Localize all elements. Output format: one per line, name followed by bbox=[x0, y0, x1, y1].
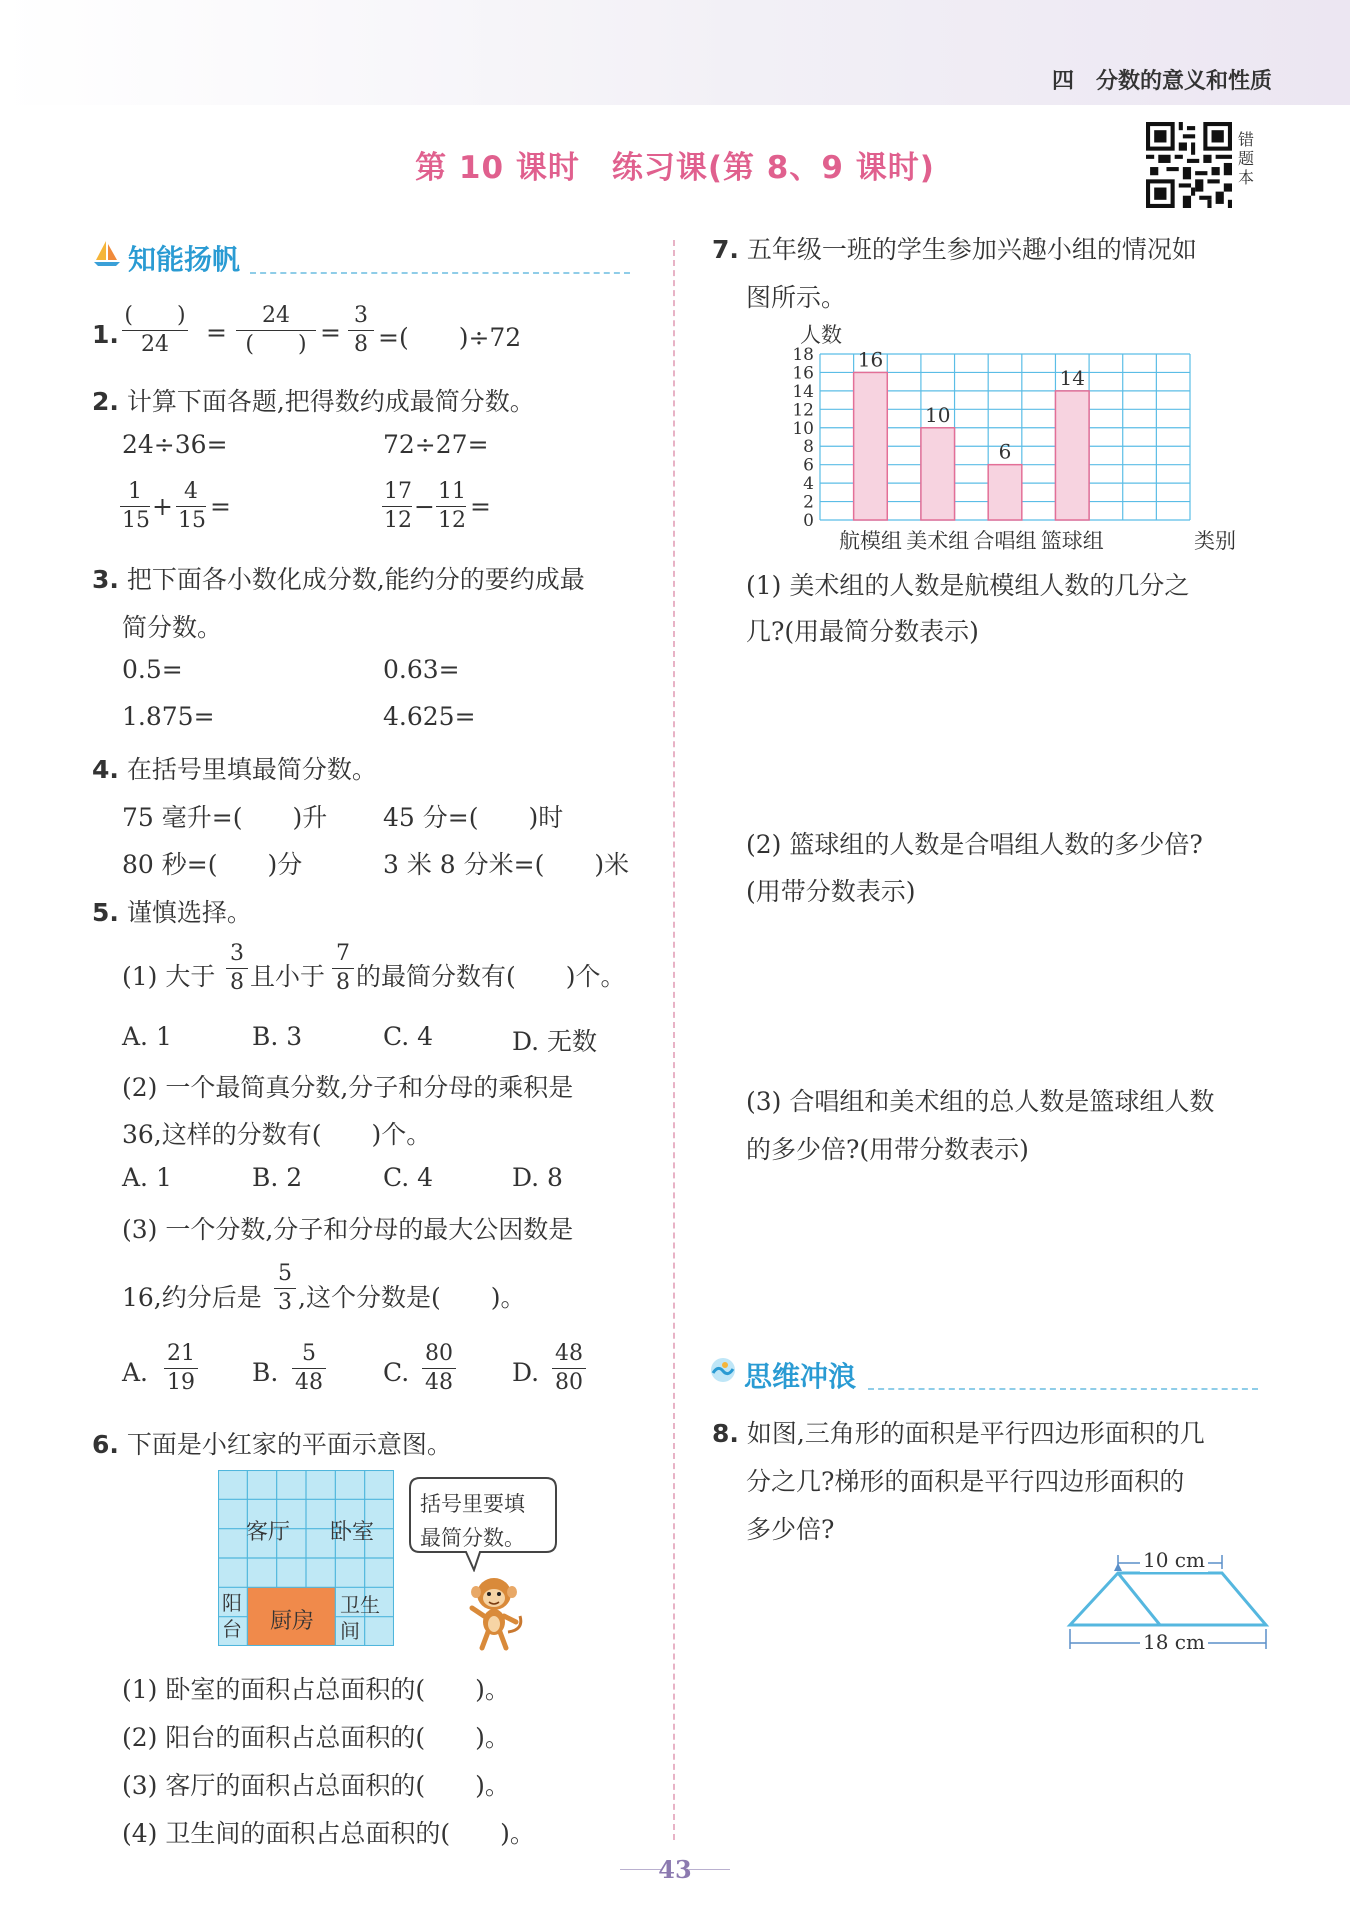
q8-text-1: 8. 如图,三角形的面积是平行四边形面积的几 bbox=[712, 1419, 1205, 1448]
q6-p3: (3) 客厅的面积占总面积的( )。 bbox=[122, 1771, 510, 1800]
x-category-label: 合唱组 bbox=[973, 529, 1037, 553]
qr-code-icon[interactable] bbox=[1146, 122, 1232, 208]
room-balcony: 阳台 bbox=[222, 1591, 242, 1641]
q3-text-2: 简分数。 bbox=[122, 613, 223, 642]
q6-text: 6. 下面是小红家的平面示意图。 bbox=[92, 1430, 452, 1459]
q3-text-1: 3. 把下面各小数化成分数,能约分的要约成最 bbox=[92, 565, 585, 594]
q1-fraction-1: ( ) 24 bbox=[122, 302, 188, 359]
q8-text-3: 多少倍? bbox=[746, 1515, 835, 1544]
q5-p1-a: (1) 大于 bbox=[122, 962, 216, 991]
y-tick-label: 8 bbox=[803, 437, 814, 458]
bar bbox=[921, 428, 955, 520]
q7-p3-line-2: 的多少倍?(用带分数表示) bbox=[746, 1135, 1029, 1164]
section-underline-2 bbox=[868, 1388, 1258, 1390]
y-tick-label: 16 bbox=[792, 363, 814, 384]
bar bbox=[988, 465, 1022, 520]
q4-c: 80 秒=( )分 bbox=[122, 850, 303, 879]
bubble-line-2: 最简分数。 bbox=[420, 1526, 525, 1550]
bar-value-label: 16 bbox=[857, 347, 884, 372]
bar-value-label: 6 bbox=[998, 439, 1012, 464]
q2-d-op: − bbox=[414, 492, 435, 521]
q5-p3-opt-b-label: B. bbox=[252, 1358, 279, 1387]
q1-eq-1: = bbox=[206, 318, 227, 347]
q2-c-fraction-1: $\frac{1}{15}$ bbox=[122, 479, 150, 533]
q5-p1-c: 的最简分数有( )个。 bbox=[356, 962, 626, 991]
room-bathroom: 卫生间 bbox=[340, 1593, 380, 1643]
bar-value-label: 10 bbox=[925, 402, 951, 427]
bar-chart bbox=[760, 318, 1280, 558]
q5-p2-line-2: 36,这样的分数有( )个。 bbox=[122, 1120, 432, 1149]
q8-text-2: 分之几?梯形的面积是平行四边形面积的 bbox=[746, 1467, 1185, 1496]
trapezoid-top-label: 10 cm bbox=[1140, 1548, 1208, 1572]
q5-p3-opt-d-label: D. bbox=[512, 1358, 540, 1387]
q2-text: 2. 计算下面各题,把得数约成最简分数。 bbox=[92, 387, 535, 416]
q1-fraction-3: $\frac{3}{8}$ bbox=[348, 302, 374, 359]
q5-p3-opt-d-fraction: $\frac{48}{80}$ bbox=[552, 1340, 586, 1397]
q3-b: 0.63= bbox=[383, 655, 460, 684]
q4-d: 3 米 8 分米=( )米 bbox=[383, 850, 630, 879]
q3-d: 4.625= bbox=[383, 702, 476, 731]
column-divider bbox=[673, 240, 675, 1840]
q5-p3-opt-c-fraction: $\frac{80}{48}$ bbox=[422, 1340, 456, 1397]
x-category-label: 美术组 bbox=[906, 529, 970, 553]
q7-p1-line-2: 几?(用最简分数表示) bbox=[746, 617, 979, 646]
section-title-2: 思维冲浪 bbox=[744, 1360, 857, 1393]
q5-p2-opt-a: A. 1 bbox=[122, 1163, 172, 1192]
q7-p1-line-1: (1) 美术组的人数是航模组人数的几分之 bbox=[746, 571, 1190, 600]
q5-p3-opt-a-fraction: $\frac{21}{19}$ bbox=[164, 1340, 198, 1397]
q5-p3-line-1: (3) 一个分数,分子和分母的最大公因数是 bbox=[122, 1215, 574, 1244]
q5-p1-opt-d: D. 无数 bbox=[512, 1027, 598, 1056]
room-living: 客厅 bbox=[246, 1520, 291, 1545]
y-axis-label: 人数 bbox=[800, 323, 842, 347]
q5-p2-opt-b: B. 2 bbox=[252, 1163, 303, 1192]
y-tick-label: 2 bbox=[803, 492, 814, 513]
q5-p2-line-1: (2) 一个最简真分数,分子和分母的乘积是 bbox=[122, 1073, 574, 1102]
q6-p2: (2) 阳台的面积占总面积的( )。 bbox=[122, 1723, 510, 1752]
q1-tail: =( )÷72 bbox=[378, 323, 522, 352]
q5-p3-fraction: $\frac{5}{3}$ bbox=[274, 1260, 296, 1317]
q2-b: 72÷27= bbox=[383, 430, 489, 459]
q1-eq-2: = bbox=[320, 318, 341, 347]
bar bbox=[1055, 391, 1089, 520]
q5-p3-line-2a: 16,约分后是 bbox=[122, 1283, 262, 1312]
page-number: 43 bbox=[658, 1855, 692, 1884]
q5-p1-opt-c: C. 4 bbox=[383, 1022, 434, 1051]
bubble-line-1: 括号里要填 bbox=[420, 1492, 525, 1516]
q3-a: 0.5= bbox=[122, 655, 183, 684]
x-category-label: 航模组 bbox=[838, 529, 902, 553]
y-tick-label: 6 bbox=[803, 455, 814, 476]
q2-a: 24÷36= bbox=[122, 430, 228, 459]
room-bedroom: 卧室 bbox=[330, 1520, 375, 1545]
q7-text-2: 图所示。 bbox=[746, 283, 847, 312]
q5-p3-opt-b-fraction: $\frac{5}{48}$ bbox=[292, 1340, 326, 1397]
q4-text: 4. 在括号里填最简分数。 bbox=[92, 755, 377, 784]
q6-p1: (1) 卧室的面积占总面积的( )。 bbox=[122, 1675, 510, 1704]
page-number-rule-right bbox=[688, 1869, 730, 1870]
bar bbox=[854, 372, 888, 520]
room-kitchen: 厨房 bbox=[270, 1609, 315, 1634]
q5-p1-opt-a: A. 1 bbox=[122, 1022, 172, 1051]
qr-label: 错 题 本 bbox=[1238, 130, 1255, 187]
q7-p3-line-1: (3) 合唱组和美术组的总人数是篮球组人数 bbox=[746, 1087, 1215, 1116]
monkey-icon bbox=[462, 1572, 528, 1652]
chapter-title: 四 分数的意义和性质 bbox=[1051, 69, 1272, 94]
q1-fraction-2: 24 ( ) bbox=[236, 302, 316, 359]
q2-d-fraction-2: $\frac{11}{12}$ bbox=[438, 479, 466, 533]
q6-p4: (4) 卫生间的面积占总面积的( )。 bbox=[122, 1819, 535, 1848]
q5-p1-b: 且小于 bbox=[250, 962, 326, 991]
q3-c: 1.875= bbox=[122, 702, 215, 731]
q2-c-op: + bbox=[152, 492, 173, 521]
q5-p3-opt-c-label: C. bbox=[383, 1358, 410, 1387]
lesson-title: 第 10 课时 练习课(第 8、9 课时) bbox=[415, 150, 935, 186]
q2-d-eq: = bbox=[470, 492, 491, 521]
q7-text-1: 7. 五年级一班的学生参加兴趣小组的情况如 bbox=[712, 235, 1197, 264]
bar-value-label: 14 bbox=[1059, 365, 1085, 390]
q5-p2-opt-d: D. 8 bbox=[512, 1163, 563, 1192]
q7-p2-line-2: (用带分数表示) bbox=[746, 877, 916, 906]
q4-a: 75 毫升=( )升 bbox=[122, 803, 328, 832]
q1-number: 1. bbox=[92, 320, 119, 349]
q5-text: 5. 谨慎选择。 bbox=[92, 898, 252, 927]
sail-icon bbox=[92, 238, 122, 268]
q5-p3-line-2b: ,这个分数是( )。 bbox=[298, 1283, 526, 1312]
section-underline-1 bbox=[250, 272, 630, 274]
q2-c-fraction-2: $\frac{4}{15}$ bbox=[178, 479, 206, 533]
q2-c-eq: = bbox=[210, 492, 231, 521]
y-tick-label: 4 bbox=[803, 474, 814, 495]
q2-d-fraction-1: $\frac{17}{12}$ bbox=[384, 479, 412, 533]
x-axis-label: 类别 bbox=[1194, 529, 1236, 553]
q5-p1-opt-b: B. 3 bbox=[252, 1022, 303, 1051]
q5-p2-opt-c: C. 4 bbox=[383, 1163, 434, 1192]
trapezoid-bottom-label: 18 cm bbox=[1140, 1630, 1208, 1654]
q7-p2-line-1: (2) 篮球组的人数是合唱组人数的多少倍? bbox=[746, 830, 1203, 859]
q5-p1-fraction-2: $\frac{7}{8}$ bbox=[332, 940, 354, 997]
q5-p1-fraction-1: $\frac{3}{8}$ bbox=[226, 940, 248, 997]
y-tick-label: 12 bbox=[792, 400, 814, 421]
y-tick-label: 0 bbox=[803, 511, 814, 531]
wave-icon bbox=[708, 1355, 738, 1385]
y-tick-label: 18 bbox=[792, 345, 814, 365]
q4-b: 45 分=( )时 bbox=[383, 803, 564, 832]
y-tick-label: 10 bbox=[792, 418, 814, 439]
x-category-label: 篮球组 bbox=[1040, 529, 1104, 553]
q5-p3-opt-a-label: A. bbox=[122, 1358, 149, 1387]
y-tick-label: 14 bbox=[792, 381, 814, 402]
section-title-1: 知能扬帆 bbox=[128, 243, 241, 276]
